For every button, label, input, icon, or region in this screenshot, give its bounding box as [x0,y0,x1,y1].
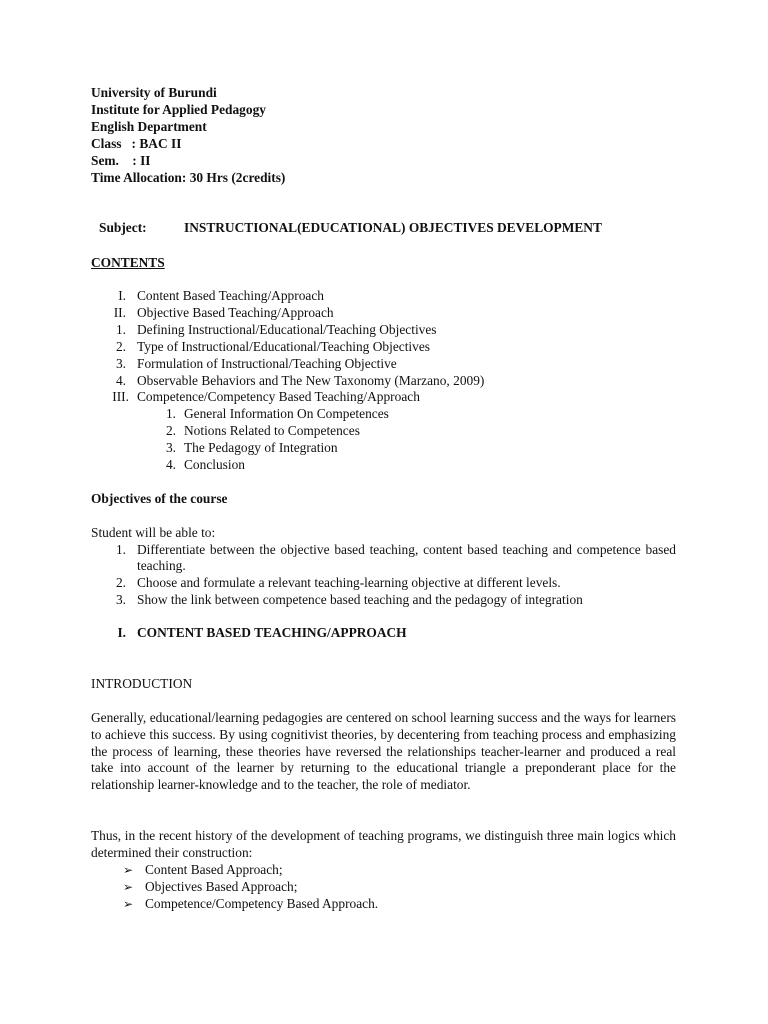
objective-item: Differentiate between the objective based teaching, content based teaching and competence based teaching. [137,542,676,574]
contents-subitem: Conclusion [184,457,246,472]
university-name: University of Burundi [91,85,217,100]
semester-line: Sem. : II [91,153,151,168]
department-name: English Department [91,119,207,134]
institute-name: Institute for Applied Pedagogy [91,102,266,117]
subject-label: Subject: [99,220,147,235]
contents-item: Content Based Teaching/Approach [137,288,324,303]
subject-title: INSTRUCTIONAL(EDUCATIONAL) OBJECTIVES DEVELOPMENT [184,220,602,235]
bullet-item: Content Based Approach; [145,862,283,877]
contents-heading: CONTENTS [91,255,165,270]
contents-subitem: Formulation of Instructional/Teaching Objective [137,356,397,371]
class-line: Class : BAC II [91,136,182,151]
contents-subitem: General Information On Competences [184,406,389,421]
objectives-intro: Student will be able to: [91,525,216,540]
introduction-heading: INTRODUCTION [91,676,193,691]
contents-subitem-number: 3. [115,356,126,371]
objective-number: 1. [115,542,126,557]
contents-subitem: Type of Instructional/Educational/Teaching Objectives [137,339,430,354]
arrow-bullet-icon: ➢ [123,880,134,894]
objectives-heading: Objectives of the course [91,491,228,506]
contents-item-number: III. [112,389,129,404]
bullet-item: Objectives Based Approach; [145,879,298,894]
objective-item: Show the link between competence based teaching and the pedagogy of integration [137,592,583,607]
contents-subitem: Notions Related to Competences [184,423,360,438]
contents-subitem-number: 2. [165,423,176,438]
contents-subitem: Defining Instructional/Educational/Teaching Objectives [137,322,437,337]
contents-subitem-number: 2. [115,339,126,354]
section-number: I. [117,625,126,640]
contents-subitem: Observable Behaviors and The New Taxonomy (Marzano, 2009) [137,373,485,388]
logics-paragraph: Thus, in the recent history of the development of teaching programs, we distinguish three main logics which determined their construction: [91,828,676,860]
objective-number: 3. [115,592,126,607]
section-title: CONTENT BASED TEACHING/APPROACH [137,625,407,640]
arrow-bullet-icon: ➢ [123,897,134,911]
time-allocation: Time Allocation: 30 Hrs (2credits) [91,170,286,185]
contents-item: Competence/Competency Based Teaching/Approach [137,389,420,404]
contents-item-number: II. [113,305,126,320]
objective-number: 2. [115,575,126,590]
contents-subitem-number: 3. [165,440,176,455]
contents-item-number: I. [118,288,126,303]
introduction-paragraph: Generally, educational/learning pedagogies are centered on school learning success and the ways for learners to achieve this success. By using cognitivist theories, by decentering from teaching process and emphasizing the process of learning, these theories have reversed the relationships teacher-learner and produced a real take into account of the learner by returning to the educational triangle a preponderant place for the relationship learner-knowledge and to the teacher, the role of mediator. [91,710,676,793]
contents-subitem: The Pedagogy of Integration [184,440,338,455]
contents-item: Objective Based Teaching/Approach [137,305,334,320]
objective-item: Choose and formulate a relevant teaching-learning objective at different levels. [137,575,561,590]
contents-subitem-number: 4. [165,457,176,472]
bullet-item: Competence/Competency Based Approach. [145,896,379,911]
contents-subitem-number: 1. [115,322,126,337]
arrow-bullet-icon: ➢ [123,863,134,877]
contents-subitem-number: 1. [165,406,176,421]
contents-subitem-number: 4. [115,373,126,388]
